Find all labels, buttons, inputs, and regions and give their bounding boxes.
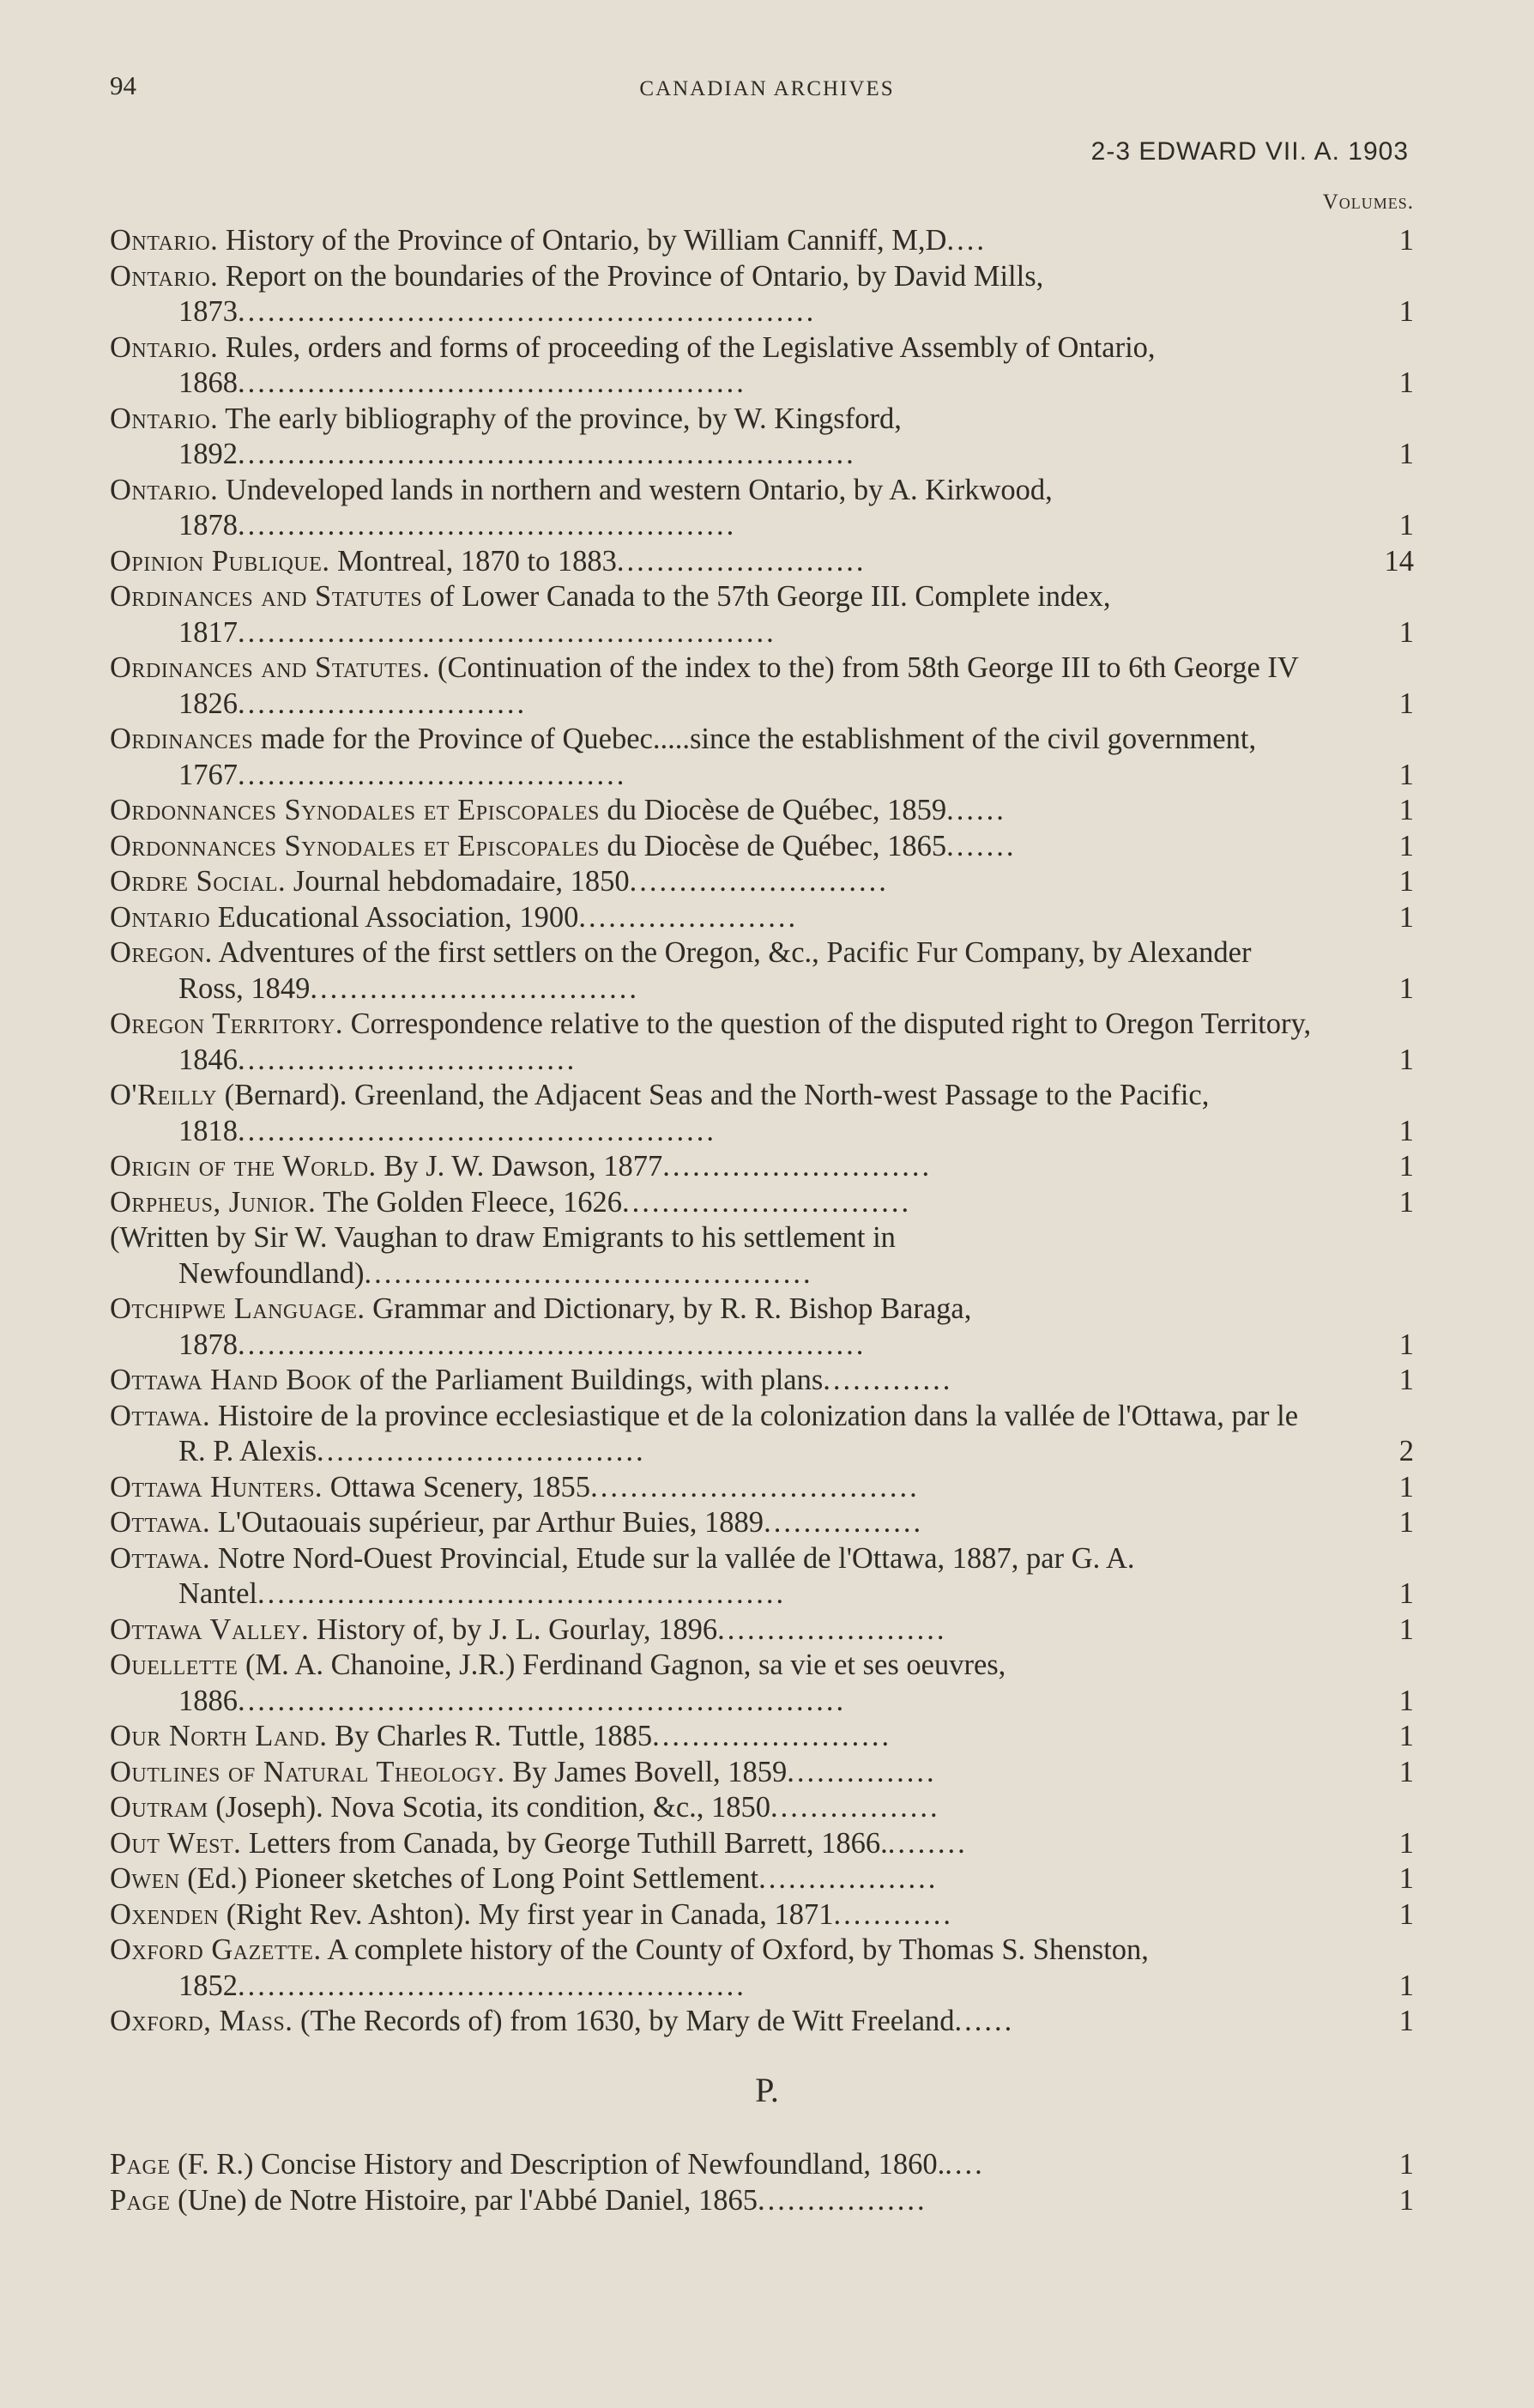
catalogue-entry <box>110 1078 1414 1149</box>
entry-heading: Ordonnances Synodales et Episcopales <box>110 794 600 826</box>
catalogue-entry <box>110 1755 1414 1791</box>
catalogue-entry <box>110 1470 1414 1506</box>
leader-dots: ................................................... <box>238 366 746 399</box>
volume-count: 1 <box>1398 1684 1414 1717</box>
entry-description: (Une) de Notre Histoire, par l'Abbé Daniel, 1865 <box>170 2183 758 2217</box>
leader-dots: ............................................. <box>364 1256 813 1290</box>
catalogue-entry <box>110 722 1414 793</box>
volume-count: 1 <box>1398 865 1414 898</box>
entry-description: Undeveloped lands in northern and western Ontario, by A. Kirkwood, 1878 <box>178 473 1053 541</box>
leader-dots: ........ <box>887 1826 968 1860</box>
entry-heading: Ontario. <box>110 259 219 293</box>
entry-description: (Right Rev. Ashton). My first year in Canada, 1871 <box>219 1897 834 1931</box>
volume-count: 1 <box>1398 687 1414 720</box>
entry-description: Notre Nord-Ouest Provincial, Etude sur la vallée de l'Ottawa, 1887, par G. A. Nantel <box>178 1541 1135 1610</box>
entry-description: Letters from Canada, by George Tuthill Barrett, 1866. <box>241 1826 888 1860</box>
catalogue-entry <box>110 579 1414 650</box>
leader-dots: .................................................. <box>238 509 737 541</box>
leader-dots: ...................................................... <box>238 615 776 649</box>
page-number: 94 <box>110 70 136 100</box>
entry-heading: Page <box>110 2148 171 2181</box>
volume-count: 1 <box>1398 366 1414 399</box>
entry-description: The early bibliography of the province, by W. Kingsford, 1892 <box>178 402 902 470</box>
entry-heading: Oregon. <box>110 936 213 969</box>
entry-description: Ottawa Scenery, 1855 <box>323 1470 591 1503</box>
leader-dots: ........................ <box>652 1720 892 1752</box>
catalogue-entry <box>110 1897 1414 1933</box>
leader-dots: ........................... <box>662 1150 933 1183</box>
entry-description: (Joseph). Nova Scotia, its condition, &c., 1850 <box>208 1791 771 1824</box>
entry-heading: Ontario. <box>110 224 219 257</box>
volume-count: 1 <box>1398 1043 1414 1076</box>
volume-count: 1 <box>1398 1755 1414 1788</box>
leader-dots: .......................... <box>629 865 889 898</box>
catalogue-entry <box>110 1612 1414 1649</box>
entry-description: (F. R.) Concise History and Description of Newfoundland, 1860. <box>170 2148 945 2181</box>
leader-dots: .......................................................... <box>238 295 817 328</box>
leader-dots: ................. <box>758 2183 927 2217</box>
entry-heading: Page <box>110 2183 171 2217</box>
session-label: 2-3 EDWARD VII. A. 1903 <box>1090 137 1409 166</box>
entry-description: History of, by J. L. Gourlay, 1896 <box>309 1612 718 1646</box>
volume-count: 1 <box>1398 1862 1414 1895</box>
leader-dots: ................. <box>770 1791 940 1824</box>
catalogue-entry <box>110 1933 1414 2004</box>
leader-dots: .............................................................. <box>238 438 856 470</box>
entry-heading: Ordinances and Statutes. <box>110 651 431 684</box>
leader-dots: ................................................... <box>238 1969 746 2002</box>
entry-description: (M. A. Chanoine, J.R.) Ferdinand Gagnon, sa vie et ses oeuvres, 1886 <box>178 1649 1006 1717</box>
catalogue-entry <box>110 1220 1414 1292</box>
entry-description: (Ed.) Pioneer sketches of Long Point Settlement <box>179 1862 759 1895</box>
volume-count: 1 <box>1398 1114 1414 1147</box>
volume-count: 1 <box>1398 1328 1414 1361</box>
entry-heading: Oregon Territory. <box>110 1007 344 1040</box>
entry-heading: Owen <box>110 1862 180 1895</box>
leader-dots: ...... <box>946 794 1006 826</box>
catalogue-entry <box>110 1790 1414 1826</box>
catalogue-entry <box>110 650 1414 722</box>
leader-dots: ............................................................... <box>238 1328 867 1361</box>
entry-description: of Lower Canada to the 57th George III. Complete index, 1817 <box>178 580 1111 649</box>
volume-count: 1 <box>1398 1150 1414 1183</box>
catalogue-entry <box>110 1149 1414 1185</box>
volume-count: 1 <box>1398 509 1414 541</box>
entry-heading: Ontario <box>110 900 211 934</box>
entry-description: made for the Province of Quebec.....since the establishment of the civil government, 1767 <box>178 723 1257 791</box>
catalogue-entry <box>110 1719 1414 1755</box>
leader-dots: ................................. <box>310 971 639 1005</box>
volume-count: 1 <box>1398 1577 1414 1610</box>
entry-description: of the Parliament Buildings, with plans <box>352 1364 824 1396</box>
entry-description: History of the Province of Ontario, by William Canniff, M,D <box>218 224 947 257</box>
entry-heading: Origin of the World. <box>110 1150 377 1183</box>
volume-count: 1 <box>1398 2183 1414 2217</box>
entry-description: (Bernard). Greenland, the Adjacent Seas and the North-west Passage to the Pacific, 1818 <box>178 1079 1210 1147</box>
volumes-column-heading: Volumes. <box>1322 191 1414 214</box>
running-title: CANADIAN ARCHIVES <box>639 77 895 100</box>
entry-heading: Otchipwe Language. <box>110 1292 365 1325</box>
catalogue-entry <box>110 864 1414 900</box>
entry-description: Correspondence relative to the question of the disputed right to Oregon Territory, 1846 <box>178 1007 1312 1076</box>
leader-dots: ......................... <box>616 544 867 578</box>
leader-dots: ............................. <box>621 1185 912 1219</box>
volume-count: 1 <box>1398 794 1414 826</box>
volume-count: 1 <box>1398 2148 1414 2181</box>
entry-heading: Opinion Publique. <box>110 544 330 578</box>
entry-heading: Outram <box>110 1791 208 1824</box>
volume-count: 1 <box>1398 224 1414 257</box>
leader-dots: ................ <box>764 1506 924 1539</box>
volume-count: 1 <box>1398 758 1414 791</box>
catalogue-entry <box>110 1505 1414 1541</box>
leader-dots: ...................... <box>578 900 799 934</box>
entry-description: By James Bovell, 1859 <box>504 1755 788 1788</box>
entry-heading: Oxford, Mass. <box>110 2005 293 2037</box>
leader-dots: ................................................ <box>238 1114 716 1147</box>
catalogue-entry <box>110 1363 1414 1399</box>
entry-description: Educational Association, 1900 <box>210 900 579 934</box>
volume-count: 1 <box>1398 1185 1414 1219</box>
leader-dots: .... <box>945 2148 985 2181</box>
catalogue-entry <box>110 900 1414 936</box>
entry-heading: Ottawa. <box>110 1541 211 1575</box>
catalogue-list-o <box>110 223 1414 2040</box>
entry-heading: Ottawa Hunters. <box>110 1470 323 1503</box>
entry-description: du Diocèse de Québec, 1859 <box>599 794 947 826</box>
volume-count: 1 <box>1398 1470 1414 1503</box>
leader-dots: ....................................... <box>238 758 627 791</box>
entry-description: (Continuation of the index to the) from 58th George III to 6th George IV 1826 <box>178 651 1299 720</box>
catalogue-list-p <box>110 2147 1414 2218</box>
entry-heading: Ontario. <box>110 402 219 435</box>
section-letter: P. <box>755 2071 779 2109</box>
leader-dots: ................................. <box>317 1435 646 1467</box>
volume-count: 14 <box>1384 544 1414 578</box>
entry-description: Adventures of the first settlers on the Oregon, &c., Pacific Fur Company, by Alexander Ross, 1849 <box>178 936 1252 1005</box>
leader-dots: ....................... <box>717 1612 947 1646</box>
leader-dots: ....... <box>946 829 1017 862</box>
entry-description: Histoire de la province ecclesiastique et de la colonization dans la vallée de l'Ottawa, par le R. P. Alexis <box>178 1399 1299 1467</box>
volume-count: 1 <box>1398 971 1414 1005</box>
volume-count: 1 <box>1398 900 1414 934</box>
entry-heading: Ottawa. <box>110 1506 211 1539</box>
entry-heading: Out West. <box>110 1826 242 1860</box>
catalogue-entry <box>110 935 1414 1007</box>
leader-dots: ..................................................... <box>257 1577 787 1610</box>
catalogue-entry <box>110 1541 1414 1612</box>
catalogue-entry <box>110 1826 1414 1862</box>
entry-description: The Golden Fleece, 1626 <box>316 1185 622 1219</box>
volume-count: 1 <box>1398 1969 1414 2002</box>
entry-heading: Oxenden <box>110 1897 220 1931</box>
entry-heading: O'Reilly <box>110 1079 218 1111</box>
volume-count: 1 <box>1398 1612 1414 1646</box>
leader-dots: ................................. <box>590 1470 920 1503</box>
catalogue-entry <box>110 2147 1414 2183</box>
catalogue-entry <box>110 330 1414 402</box>
leader-dots: ............ <box>833 1897 953 1931</box>
entry-heading: Ordinances and Statutes <box>110 580 423 613</box>
leader-dots: ............. <box>823 1364 953 1396</box>
volume-count: 1 <box>1398 1364 1414 1396</box>
catalogue-entry <box>110 2004 1414 2040</box>
entry-heading: Outlines of Natural Theology. <box>110 1755 505 1788</box>
entry-description: Montreal, 1870 to 1883 <box>329 544 617 578</box>
entry-heading: Ontario. <box>110 473 219 506</box>
leader-dots: .................................. <box>238 1043 577 1076</box>
volume-count: 1 <box>1398 1506 1414 1539</box>
entry-heading: Oxford Gazette. <box>110 1933 322 1966</box>
catalogue-entry <box>110 473 1414 544</box>
catalogue-entry <box>110 259 1414 330</box>
catalogue-entry <box>110 402 1414 473</box>
volume-count: 1 <box>1398 1826 1414 1860</box>
volume-count: 1 <box>1398 2005 1414 2037</box>
leader-dots: ...... <box>954 2005 1015 2037</box>
entry-heading: Ontario. <box>110 330 219 364</box>
volume-count: 1 <box>1398 829 1414 862</box>
catalogue-entry <box>110 1007 1414 1078</box>
catalogue-entry <box>110 1861 1414 1897</box>
entry-description: Grammar and Dictionary, by R. R. Bishop Baraga, 1878 <box>178 1292 972 1361</box>
volume-count: 1 <box>1398 615 1414 649</box>
volume-count: 1 <box>1398 1720 1414 1752</box>
entry-heading: Ordonnances Synodales et Episcopales <box>110 829 600 862</box>
entry-description: Report on the boundaries of the Province of Ontario, by David Mills, 1873 <box>178 259 1044 328</box>
entry-description: Rules, orders and forms of proceeding of the Legislative Assembly of Ontario, 1868 <box>178 330 1156 399</box>
entry-description: L'Outaouais supérieur, par Arthur Buies, 1889 <box>210 1506 764 1539</box>
catalogue-entry <box>110 1648 1414 1719</box>
catalogue-entry <box>110 1399 1414 1470</box>
entry-description: du Diocèse de Québec, 1865 <box>599 829 947 862</box>
entry-heading: Ouellette <box>110 1649 239 1681</box>
volume-count: 1 <box>1398 295 1414 328</box>
leader-dots: ............................................................. <box>238 1684 847 1717</box>
entry-heading: Ottawa. <box>110 1399 211 1432</box>
catalogue-entry <box>110 829 1414 865</box>
volume-count: 1 <box>1398 438 1414 470</box>
entry-description: A complete history of the County of Oxford, by Thomas S. Shenston, 1852 <box>178 1933 1149 2002</box>
catalogue-entry <box>110 223 1414 259</box>
volume-count: 2 <box>1398 1435 1414 1467</box>
entry-heading: Ordre Social. <box>110 865 287 898</box>
catalogue-entry <box>110 544 1414 580</box>
volume-count: 1 <box>1398 1897 1414 1931</box>
entry-heading: Ordinances <box>110 723 254 755</box>
entry-description: By J. W. Dawson, 1877 <box>376 1150 663 1183</box>
entry-description: By Charles R. Tuttle, 1885 <box>327 1720 653 1752</box>
catalogue-entry <box>110 793 1414 829</box>
entry-heading: Orpheus, Junior. <box>110 1185 317 1219</box>
catalogue-entry <box>110 1292 1414 1363</box>
leader-dots: .... <box>946 224 987 257</box>
leader-dots: .................. <box>758 1862 939 1895</box>
entry-description: (The Records of) from 1630, by Mary de Witt Freeland <box>293 2005 955 2037</box>
entry-heading: Ottawa Hand Book <box>110 1364 353 1396</box>
catalogue-entry <box>110 1185 1414 1221</box>
leader-dots: ............... <box>787 1755 937 1788</box>
entry-description: (Written by Sir W. Vaughan to draw Emigrants to his settlement in Newfoundland) <box>110 1221 896 1290</box>
leader-dots: ............................. <box>238 687 528 720</box>
entry-description: Journal hebdomadaire, 1850 <box>286 865 630 898</box>
catalogue-entry <box>110 2183 1414 2219</box>
entry-heading: Our North Land. <box>110 1720 328 1752</box>
entry-heading: Ottawa Valley. <box>110 1612 310 1646</box>
